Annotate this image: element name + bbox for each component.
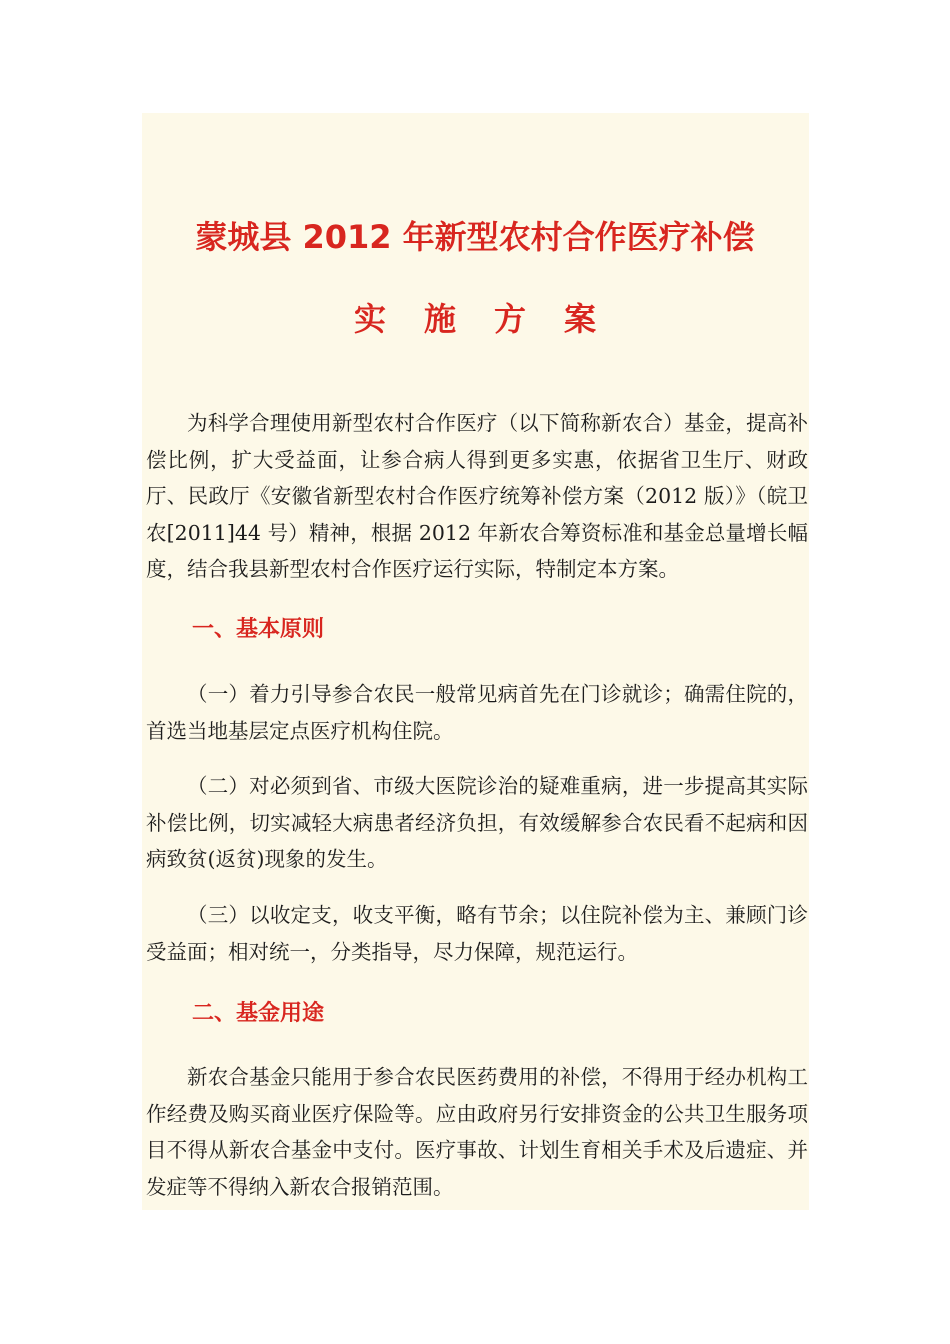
document-page [142,113,809,1210]
section2-body: 新农合基金只能用于参合农民医药费用的补偿，不得用于经办机构工作经费及购买商业医疗保险等。应由政府另行安排资金的公共卫生服务项目不得从新农合基金中支付。医疗事故、计划生育相关手术及后遗症、并发症等不得纳入新农合报销范围。 [146,1065,808,1199]
section2-heading: 二、基金用途 [192,1001,325,1026]
section1-item2: （二）对必须到省、市级大医院诊治的疑难重病，进一步提高其实际补偿比例，切实减轻大病患者经济负担，有效缓解参合农民看不起病和因病致贫(返贫)现象的发生。 [146,774,808,871]
document-title-line1: 蒙城县 2012 年新型农村合作医疗补偿 [195,218,755,257]
section1-item1: （一）着力引导参合农民一般常见病首先在门诊就诊；确需住院的，首选当地基层定点医疗机构住院。 [146,682,808,743]
intro-paragraph: 为科学合理使用新型农村合作医疗（以下简称新农合）基金，提高补偿比例，扩大受益面，让参合病人得到更多实惠，依据省卫生厅、财政厅、民政厅《安徽省新型农村合作医疗统筹补偿方案（2012 版）》（皖卫农[2011]44 号）精神，根据 2012 年新农合筹资标准和基金总量增长幅度，结合我县新型农村合作医疗运行实际，特制定本方案。 [146,411,808,581]
document-title-line2: 实施方案 [353,300,634,339]
section1-heading: 一、基本原则 [192,617,325,642]
section1-item3: （三）以收定支，收支平衡，略有节余；以住院补偿为主、兼顾门诊受益面；相对统一，分类指导，尽力保障，规范运行。 [146,903,808,964]
